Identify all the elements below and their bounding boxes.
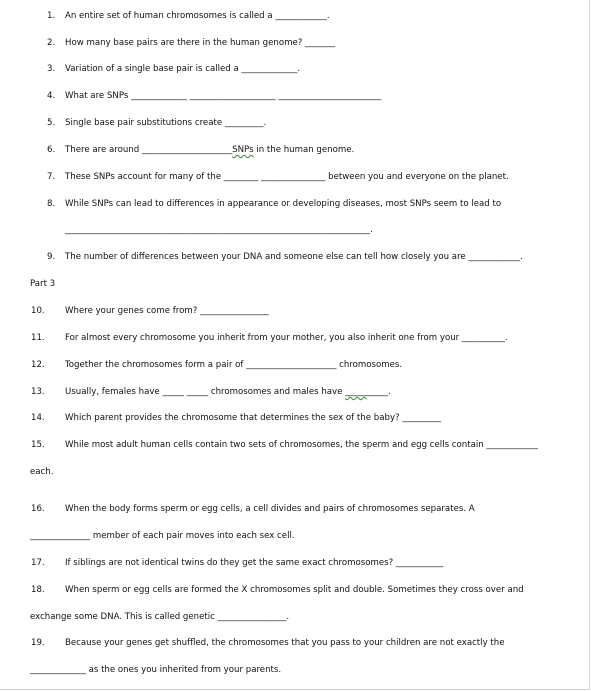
question-number: 19. xyxy=(31,638,45,648)
question-number: 11. xyxy=(31,333,45,343)
question-text: How many base pairs are there in the human genome? _______ xyxy=(65,38,336,48)
spellcheck-word: SNPs xyxy=(232,145,254,155)
question-text xyxy=(65,145,354,156)
question-number: 13. xyxy=(31,387,45,397)
question-text: each. xyxy=(30,467,54,477)
question-number: 8. xyxy=(47,199,56,209)
question-text-part: in the human genome. xyxy=(253,145,355,155)
question-text: Variation of a single base pair is called a _____________. xyxy=(65,64,301,74)
question-text: _____________ as the ones you inherited from your parents. xyxy=(30,665,282,675)
section-title: Part 3 xyxy=(30,279,56,289)
question-text: Because your genes get shuffled, the chromosomes that you pass to your children are not exactly the xyxy=(65,638,505,648)
question-number: 18. xyxy=(31,585,45,595)
question-text: If siblings are not identical twins do they get the same exact chromosomes? ___________ xyxy=(65,558,444,568)
question-text: Where your genes come from? ________________ xyxy=(65,306,269,316)
question-text xyxy=(65,387,391,398)
question-text: What are SNPs _____________ ____________________ ________________________ xyxy=(65,91,382,101)
question-text-part: Usually, females have _____ _____ chromosomes and males have xyxy=(65,387,346,397)
question-text: _______________________________________________________________________. xyxy=(65,225,373,235)
question-number: 9. xyxy=(47,252,56,262)
question-number: 15. xyxy=(31,440,45,450)
question-number: 14. xyxy=(31,413,45,423)
question-number: 10. xyxy=(31,306,45,316)
question-text: An entire set of human chromosomes is called a ____________. xyxy=(65,11,330,21)
question-number: 5. xyxy=(47,118,56,128)
question-text: While most adult human cells contain two sets of chromosomes, the sperm and egg cells contain ____________ xyxy=(65,440,538,450)
question-text: Which parent provides the chromosome that determines the sex of the baby? _________ xyxy=(65,413,441,423)
question-text: When the body forms sperm or egg cells, a cell divides and pairs of chromosomes separates. A xyxy=(65,504,475,514)
question-number: 4. xyxy=(47,91,56,101)
question-text-part: _____. xyxy=(366,387,391,397)
question-number: 2. xyxy=(47,38,56,48)
question-text: ______________ member of each pair moves into each sex cell. xyxy=(30,531,295,541)
question-number: 17. xyxy=(31,558,45,568)
question-text: When sperm or egg cells are formed the X chromosomes split and double. Sometimes they cross over and xyxy=(65,585,524,595)
question-number: 3. xyxy=(47,64,56,74)
question-text: The number of differences between your DNA and someone else can tell how closely you are ____________. xyxy=(65,252,523,262)
question-number: 7. xyxy=(47,172,56,182)
question-text: Together the chromosomes form a pair of _____________________ chromosomes. xyxy=(65,360,403,370)
question-text: exchange some DNA. This is called genetic ________________. xyxy=(30,612,290,622)
question-text: While SNPs can lead to differences in appearance or developing diseases, most SNPs seem to lead to xyxy=(65,199,502,209)
question-text-part: There are around _____________________ xyxy=(65,145,233,155)
question-number: 16. xyxy=(31,504,45,514)
question-number: 12. xyxy=(31,360,45,370)
question-number: 1. xyxy=(47,11,56,21)
question-text: Single base pair substitutions create _________. xyxy=(65,118,267,128)
question-text: For almost every chromosome you inherit from your mother, you also inherit one from your __________. xyxy=(65,333,508,343)
question-text: These SNPs account for many of the ________ _______________ between you and everyone on the planet. xyxy=(65,172,509,182)
question-number: 6. xyxy=(47,145,56,155)
spellcheck-blank: _____ xyxy=(345,387,367,397)
